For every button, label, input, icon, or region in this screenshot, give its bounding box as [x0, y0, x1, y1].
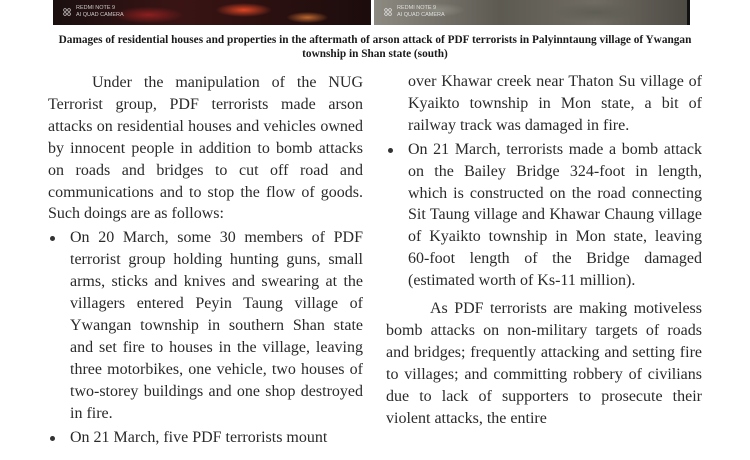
- camera-mode-label: AI QUAD CAMERA: [76, 11, 124, 18]
- camera-watermark-left: [63, 5, 124, 18]
- camera-lens-icon: [63, 8, 71, 16]
- camera-device-label: REDMI NOTE 9: [397, 5, 437, 11]
- list-item: [386, 139, 702, 292]
- bullet-icon: [50, 436, 55, 441]
- article-column-left: [48, 72, 363, 448]
- list-item-text: On 21 March, terrorists made a bomb attack on the Bailey Bridge 324-foot in length, which is constructed on the road connecting Sit Taung village and Khawar Chaung village of Kyaikto township in Mon state, leaving 60-foot length of the Bridge damaged (estimated worth of Ks-11 million).: [408, 140, 702, 290]
- intro-paragraph: Under the manipulation of the NUG Terrorist group, PDF terrorists made arson attacks on residential houses and vehicles owned by innocent people in addition to bomb attacks on roads and bridges to cut off road and communications and to stop the flow of goods. Such doings are as follows:: [48, 74, 363, 223]
- arson-photo-left: [53, 0, 371, 25]
- article-column-right: [386, 71, 702, 430]
- list-item: [48, 227, 363, 424]
- bullet-icon: [50, 236, 55, 241]
- camera-lens-icon: [384, 8, 392, 16]
- camera-device-label: REDMI NOTE 9: [76, 5, 116, 11]
- list-item-text: On 20 March, some 30 members of PDF terrorist group holding hunting guns, small arms, sticks and knives and swearing at the villagers entered Peyin Taung village of Ywangan township in southern Shan state and set fire to houses in the village, leaving three motorbikes, one vehicle, two houses of two-storey buildings and one shop destroyed in fire.: [70, 229, 363, 422]
- camera-watermark-right: [384, 5, 445, 18]
- photo-caption: Damages of residential houses and properties in the aftermath of arson attack of PDF terrorists in Palyinntaung village of Ywangan township in Shan state (south): [58, 34, 692, 60]
- closing-paragraph: As PDF terrorists are making motiveless bomb attacks on non-military targets of roads and bridges; frequently attacking and setting fire to villages; and committing robbery of civilians due to lack of supporters to prosecute their violent attacks, the entire: [386, 300, 702, 427]
- incident-list-right: [386, 71, 702, 292]
- arson-photo-right: [374, 0, 690, 25]
- camera-mode-label: AI QUAD CAMERA: [397, 11, 445, 18]
- list-item: [48, 427, 363, 449]
- list-item-text: over Khawar creek near Thaton Su village of Kyaikto township in Mon state, a bit of railway track was damaged in fire.: [408, 73, 702, 134]
- incident-list-left: [48, 227, 363, 448]
- photo-strip: [53, 0, 690, 25]
- list-item-text: On 21 March, five PDF terrorists mount: [70, 428, 328, 446]
- bullet-icon: [388, 148, 393, 153]
- list-item-continued: [386, 71, 702, 137]
